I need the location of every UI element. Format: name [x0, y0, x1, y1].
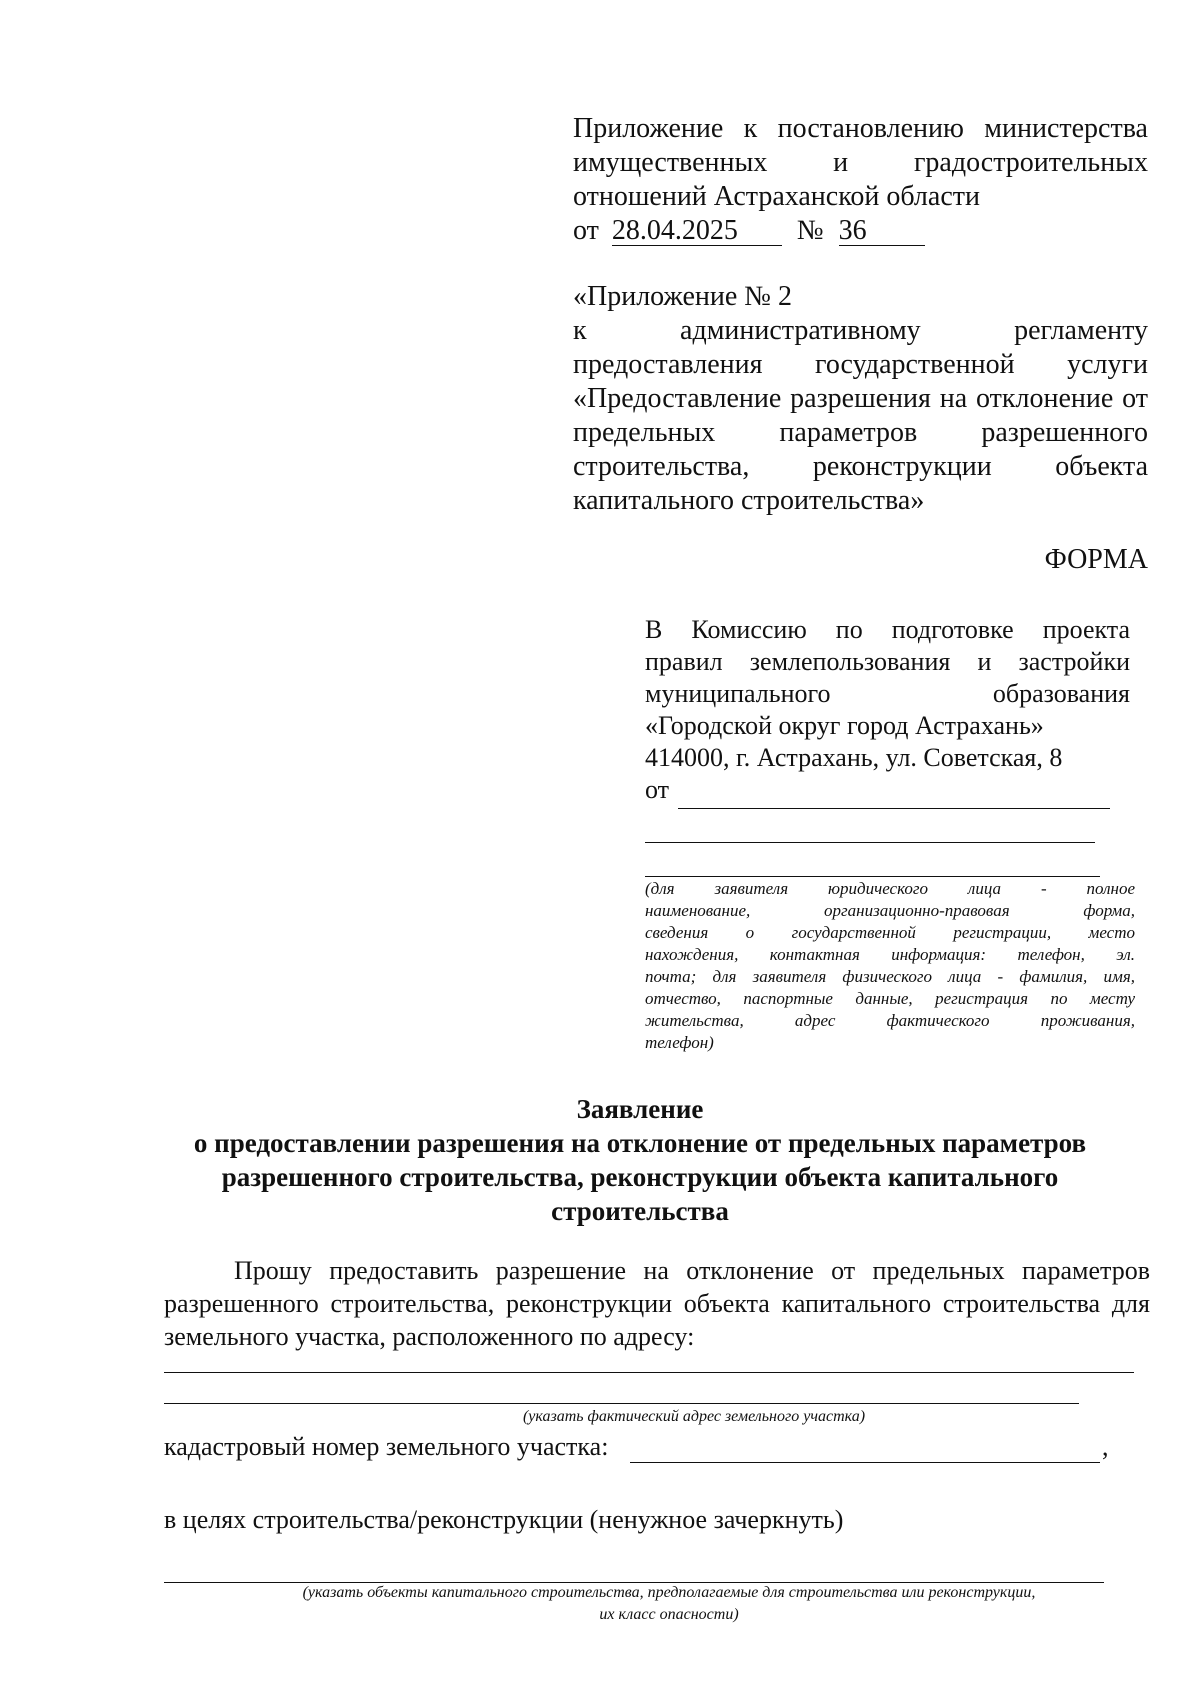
addressee-line: правил землепользования и застройки: [645, 647, 1130, 676]
objects-field-line[interactable]: [164, 1582, 1104, 1583]
from-label: от: [645, 775, 670, 804]
note-line: почта; для заявителя физического лица - фамилия, имя,: [645, 967, 1135, 986]
header-line: Приложение к постановлению министерства: [573, 113, 1148, 144]
header-line: отношений Астраханской области: [573, 181, 980, 212]
address-caption: (указать фактический адрес земельного участка): [522, 1408, 866, 1425]
note-line: нахождения, контактная информация: телефон, эл.: [645, 945, 1135, 964]
appendix-line: капитального строительства»: [573, 485, 925, 516]
title-line: о предоставлении разрешения на отклонение от предельных параметров: [193, 1128, 1087, 1158]
addressee-block: [645, 614, 1130, 806]
applicant-field-line-2[interactable]: [645, 842, 1095, 843]
cadastral-label: кадастровый номер земельного участка:: [164, 1432, 609, 1461]
resolution-number: 36: [839, 217, 925, 246]
applicant-info-note: [645, 878, 1135, 1054]
cadastral-comma: ,: [1102, 1432, 1109, 1461]
note-line: отчество, паспортные данные, регистрация по месту: [645, 989, 1135, 1008]
header-line: имущественных и градостроительных: [573, 147, 1148, 178]
appendix-line: «Приложение № 2: [573, 281, 792, 312]
form-label: ФОРМА: [1044, 544, 1148, 575]
title-line: строительства: [551, 1196, 729, 1226]
appendix-line: «Предоставление разрешения на отклонение от: [573, 383, 1148, 414]
addressee-line: В Комиссию по подготовке проекта: [645, 615, 1130, 644]
note-line: сведения о государственной регистрации, место: [645, 923, 1135, 942]
appendix-line: предельных параметров разрешенного: [573, 417, 1148, 448]
body-line: разрешенного строительства, реконструкции объекта капитального строительства для: [164, 1289, 1150, 1318]
body-line: земельного участка, расположенного по адресу:: [164, 1322, 695, 1351]
title-line: разрешенного строительства, реконструкции объекта капитального: [221, 1162, 1059, 1192]
purpose-label: в целях строительства/реконструкции (ненужное зачеркнуть): [164, 1505, 844, 1534]
from-row: [645, 774, 1130, 806]
addressee-line: муниципального образования: [645, 679, 1130, 708]
date-prefix: от: [573, 215, 599, 246]
document-title: [100, 1092, 1180, 1228]
request-paragraph: [164, 1254, 1150, 1353]
body-line: Прошу предоставить разрешение на отклонение от предельных параметров: [234, 1256, 1150, 1285]
addressee-line: 414000, г. Астрахань, ул. Советская, 8: [645, 743, 1063, 772]
note-line: (для заявителя юридического лица - полное: [645, 879, 1135, 898]
appendix-line: предоставления государственной услуги: [573, 349, 1148, 380]
resolution-appendix-header: [573, 112, 1148, 248]
header-date-row: [573, 214, 1148, 248]
appendix-line: строительства, реконструкции объекта: [573, 451, 1148, 482]
title-line: Заявление: [576, 1094, 704, 1124]
objects-caption-line-2: их класс опасности): [599, 1606, 739, 1623]
resolution-date: 28.04.2025: [612, 217, 782, 246]
number-sign: №: [796, 215, 824, 246]
address-field-line-2[interactable]: [164, 1403, 1079, 1404]
appendix-line: к административному регламенту: [573, 315, 1148, 346]
address-field-line-1[interactable]: [164, 1372, 1134, 1373]
applicant-field-line-3[interactable]: [645, 876, 1100, 877]
cadastral-number-field[interactable]: [630, 1462, 1100, 1463]
objects-caption-line-1: (указать объекты капитального строительства, предполагаемые для строительства или реконструкции,: [302, 1584, 1036, 1601]
applicant-field-line-1[interactable]: [678, 808, 1110, 809]
note-line: жительства, адрес фактического проживания,: [645, 1011, 1135, 1030]
note-line: наименование, организационно-правовая форма,: [645, 901, 1135, 920]
regulation-appendix-block: [573, 280, 1148, 518]
note-line: телефон): [645, 1033, 714, 1052]
addressee-line: «Городской округ город Астрахань»: [645, 711, 1044, 740]
